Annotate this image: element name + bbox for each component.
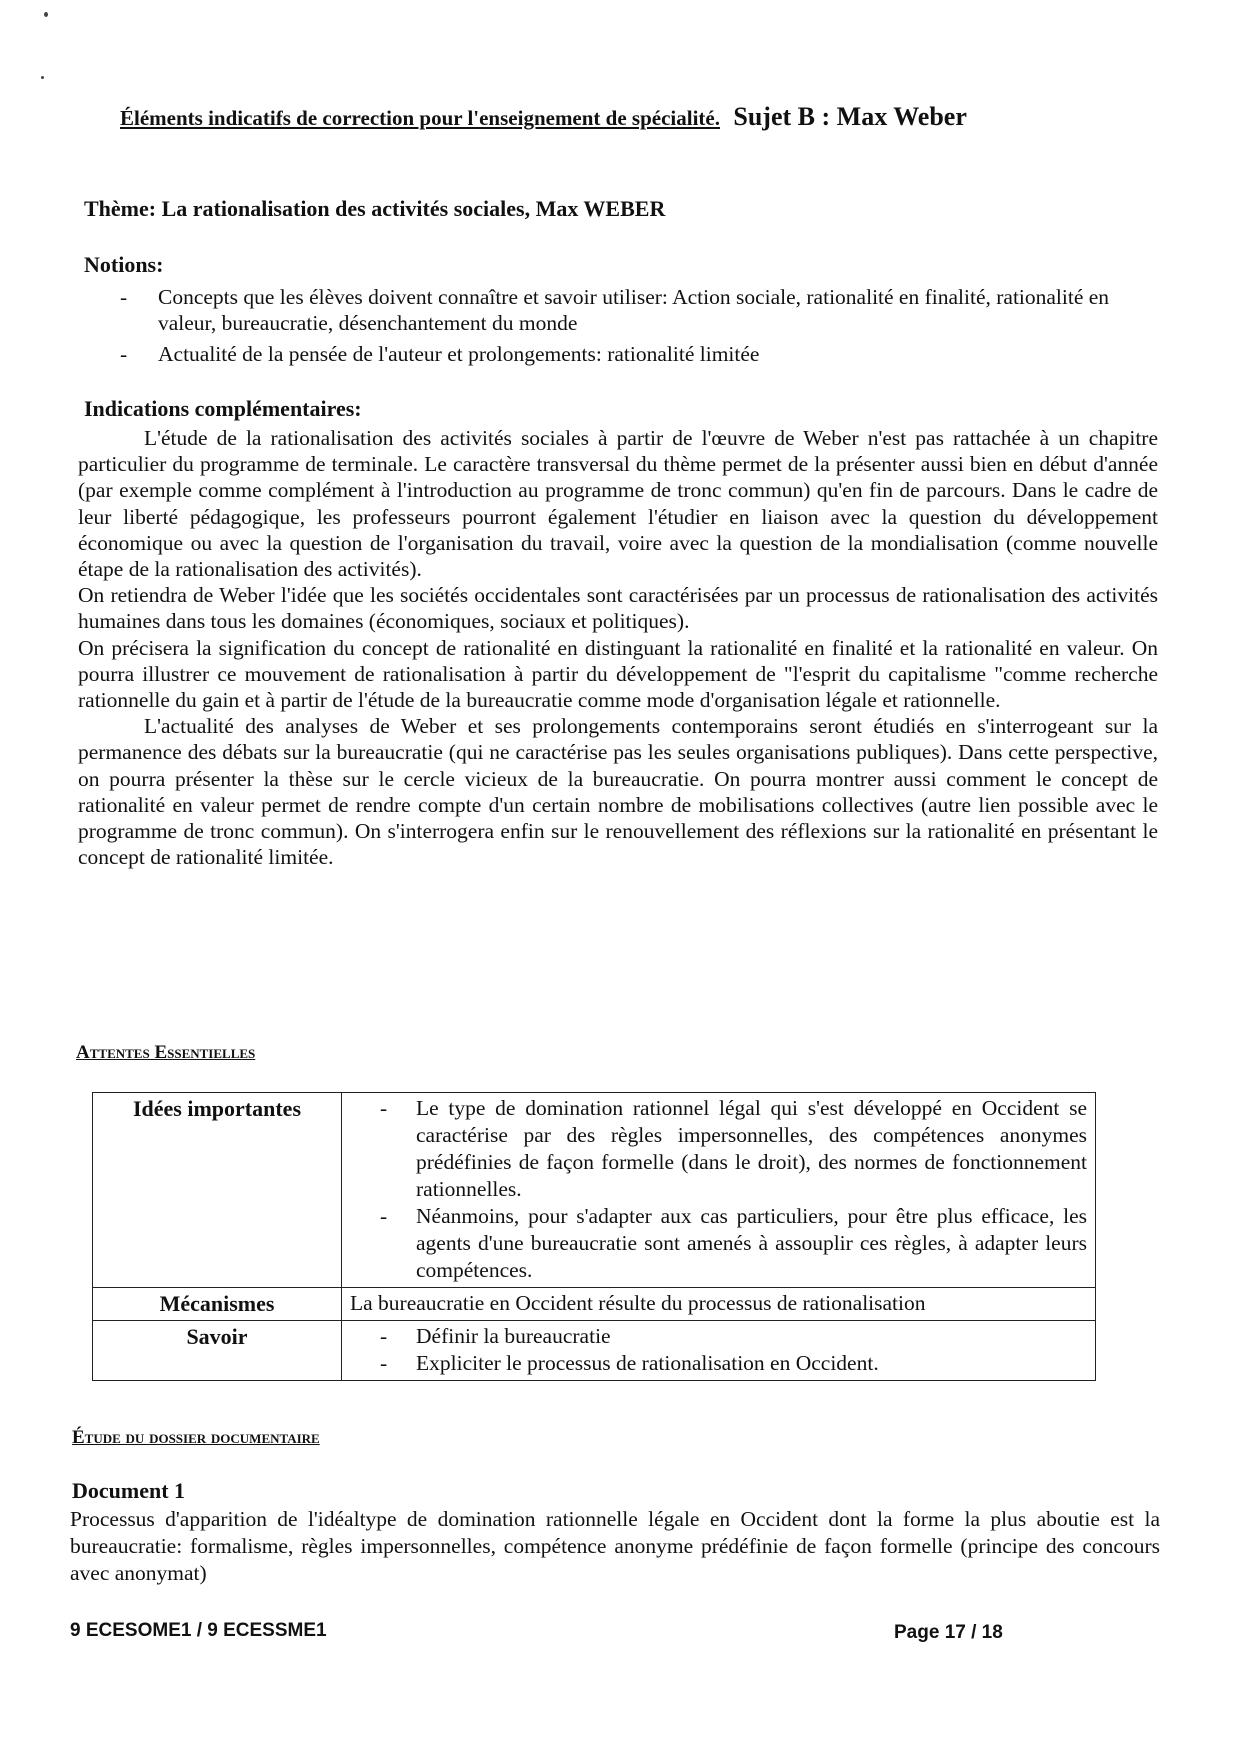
row-label: Mécanismes: [93, 1288, 342, 1321]
row-content: [342, 1321, 1096, 1381]
row-content: La bureaucratie en Occident résulte du processus de rationalisation: [342, 1288, 1096, 1321]
header-title: Éléments indicatifs de correction pour l'enseignement de spécialité.: [120, 106, 720, 130]
indications-paragraph: L'actualité des analyses de Weber et ses prolongements contemporains seront étudiés en s'interrogeant sur la permanence des débats sur la bureaucratie (qui ne caractérise pas les seules organisations publiques). Dans cette perspective, on pourra présenter la thèse sur le cercle vicieux de la bureaucratie. On pourra montrer aussi comment le concept de rationalité en valeur permet de rendre compte d'un certain nombre de mobilisations collectives (autre lien possible avec le programme de tronc commun). On s'interrogera enfin sur le renouvellement des réflexions sur la rationalité en présentant le concept de rationalité limitée.: [78, 714, 1158, 870]
scan-speck: [41, 76, 44, 79]
list-item: - Définir la bureaucratie: [350, 1323, 1087, 1350]
notions-heading: Notions:: [84, 252, 164, 277]
notion-item: - Concepts que les élèves doivent connaître et savoir utiliser: Action sociale, rationalité en finalité, rationalité en valeur, bureaucratie, désenchantement du monde: [114, 284, 1159, 336]
attentes-table: [92, 1092, 1096, 1381]
list-item: - Néanmoins, pour s'adapter aux cas particuliers, pour être plus efficace, les agents d'une bureaucratie sont amenés à assouplir ces règles, à adapter leurs compétences.: [350, 1203, 1087, 1284]
row-label: Savoir: [93, 1321, 342, 1381]
indications-heading: Indications complémentaires:: [84, 396, 362, 421]
attentes-heading: Attentes Essentielles: [76, 1042, 256, 1063]
document-text: Processus d'apparition de l'idéaltype de domination rationnelle légale en Occident dont la forme la plus aboutie est la bureaucratie: formalisme, règles impersonnelles, compétence anonyme prédéfinie de façon formelle (principe des concours avec anonymat): [70, 1507, 1160, 1585]
page-header: [120, 104, 1140, 131]
row-content: [342, 1093, 1096, 1288]
table-row: [93, 1093, 1096, 1288]
theme-heading: Thème: La rationalisation des activités sociales, Max WEBER: [84, 196, 666, 221]
document-title: Document 1: [72, 1478, 186, 1503]
row-label: Idées importantes: [93, 1093, 342, 1288]
indications-paragraph: On précisera la signification du concept de rationalité en distinguant la rationalité en finalité et la rationalité en valeur. On pourra illustrer ce mouvement de rationalisation à partir du développement de "l'esprit du capitalisme "comme recherche rationnelle du gain et à partir de l'étude de la bureaucratie comme mode d'organisation légale et rationnelle.: [78, 635, 1158, 713]
table-row: [93, 1321, 1096, 1381]
table-row: [93, 1288, 1096, 1321]
list-item: - Le type de domination rationnel légal qui s'est développé en Occident se caractérise par des règles impersonnelles, des compétences anonymes prédéfinies de façon formelle (dans le droit), des normes de fonctionnement rationnelles.: [350, 1095, 1087, 1203]
indications-body: [78, 425, 1158, 870]
indications-paragraph: On retiendra de Weber l'idée que les sociétés occidentales sont caractérisées par un processus de rationalisation des activités humaines dans tous les domaines (économiques, sociaux et politiques).: [78, 583, 1158, 634]
etude-heading: Étude du dossier documentaire: [72, 1427, 320, 1448]
footer-page-number: Page 17 / 18: [894, 1622, 1003, 1643]
notions-list: [114, 284, 1159, 372]
indications-paragraph: L'étude de la rationalisation des activités sociales à partir de l'œuvre de Weber n'est pas rattachée à un chapitre particulier du programme de terminale. Le caractère transversal du thème permet de la présenter aussi bien en début d'année (par exemple comme complément à l'introduction au programme de tronc commun) qu'en fin de parcours. Dans le cadre de leur liberté pédagogique, les professeurs pourront également l'étudier en liaison avec la question du développement économique ou avec la question de l'organisation du travail, voire avec la question de la mondialisation (comme nouvelle étape de la rationalisation des activités).: [78, 426, 1158, 582]
notion-item: - Actualité de la pensée de l'auteur et prolongements: rationalité limitée: [114, 341, 1159, 367]
header-subject: Sujet B : Max Weber: [733, 102, 967, 131]
list-item: - Expliciter le processus de rationalisation en Occident.: [350, 1350, 1087, 1377]
footer-code: 9 ECESOME1 / 9 ECESSME1: [70, 1620, 327, 1641]
scan-speck: [44, 12, 48, 17]
